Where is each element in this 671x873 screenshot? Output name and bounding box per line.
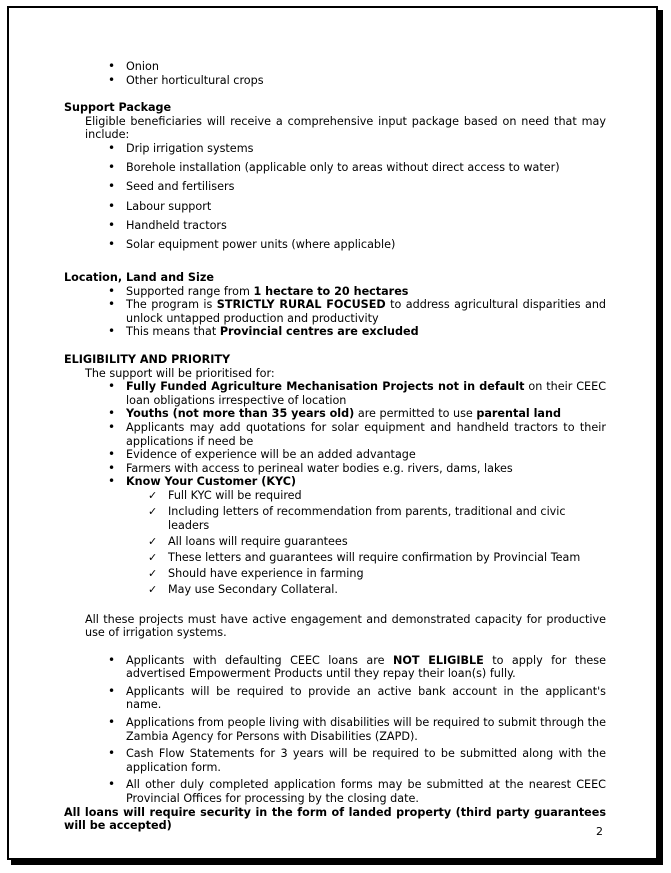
support-package-list bbox=[64, 142, 606, 252]
list-item: • Farmers with access to perineal water bodies e.g. rivers, dams, lakes bbox=[64, 462, 606, 476]
kyc-item: ✓ Should have experience in farming bbox=[64, 567, 606, 581]
list-item: • Solar equipment power units (where applicable) bbox=[64, 238, 606, 252]
list-item: • Know Your Customer (KYC) bbox=[64, 475, 606, 489]
list-item: • Seed and fertilisers bbox=[64, 180, 606, 194]
list-item: • All other duly completed application forms may be submitted at the nearest CEEC Provincial Offices for processing by the closing date. bbox=[64, 778, 606, 805]
list-item: • Youths (not more than 35 years old) are permitted to use parental land bbox=[64, 407, 606, 421]
eligibility-list bbox=[64, 380, 606, 489]
list-item: • Applicants will be required to provide an active bank account in the applicant's name. bbox=[64, 685, 606, 712]
list-item: • Applicants may add quotations for solar equipment and handheld tractors to their applications if need be bbox=[64, 421, 606, 448]
kyc-item: ✓ Including letters of recommendation from parents, traditional and civic leaders bbox=[64, 505, 606, 532]
support-package-heading: Support Package bbox=[64, 101, 172, 115]
final-note: All loans will require security in the form of landed property (third party guarantees will be accepted) bbox=[64, 805, 606, 833]
list-item: • Fully Funded Agriculture Mechanisation Projects not in default on their CEEC loan obligations irrespective of location bbox=[64, 380, 606, 407]
list-item: • Supported range from 1 hectare to 20 hectares bbox=[64, 285, 606, 299]
list-item: • Applications from people living with disabilities will be required to submit through the Zambia Agency for Persons with Disabilities (ZAPD). bbox=[64, 716, 606, 743]
location-heading: Location, Land and Size bbox=[64, 271, 214, 285]
conditions-list bbox=[64, 654, 606, 806]
location-list bbox=[64, 285, 606, 339]
list-item: • Labour support bbox=[64, 200, 606, 214]
eligibility-summary: All these projects must have active engagement and demonstrated capacity for productive use of irrigation systems. bbox=[85, 612, 606, 640]
list-item: • Evidence of experience will be an added advantage bbox=[64, 448, 606, 462]
page-shadow-bottom bbox=[11, 860, 663, 865]
list-item: • Other horticultural crops bbox=[64, 74, 606, 88]
list-item: • Handheld tractors bbox=[64, 219, 606, 233]
list-item: • This means that Provincial centres are excluded bbox=[64, 325, 606, 339]
list-item: • Drip irrigation systems bbox=[64, 142, 606, 156]
support-package-intro: Eligible beneficiaries will receive a comprehensive input package based on need that may include: bbox=[85, 114, 606, 142]
crops-list bbox=[64, 60, 606, 87]
eligibility-heading: ELIGIBILITY AND PRIORITY bbox=[64, 353, 231, 367]
eligibility-intro: The support will be prioritised for: bbox=[85, 366, 275, 380]
list-item: • Borehole installation (applicable only to areas without direct access to water) bbox=[64, 161, 606, 175]
kyc-item: ✓ All loans will require guarantees bbox=[64, 535, 606, 549]
list-item: • The program is STRICTLY RURAL FOCUSED to address agricultural disparities and unlock untapped production and productivity bbox=[64, 298, 606, 325]
kyc-item: ✓ These letters and guarantees will require confirmation by Provincial Team bbox=[64, 551, 606, 565]
page-number: 2 bbox=[596, 825, 603, 838]
kyc-item: ✓ Full KYC will be required bbox=[64, 489, 606, 503]
list-item: • Cash Flow Statements for 3 years will be required to be submitted along with the application form. bbox=[64, 747, 606, 774]
kyc-list bbox=[64, 489, 606, 596]
document-body bbox=[64, 60, 606, 833]
list-item: • Onion bbox=[64, 60, 606, 74]
list-item: • Applicants with defaulting CEEC loans are NOT ELIGIBLE to apply for these advertised Empowerment Products until they repay their loan(s) fully. bbox=[64, 654, 606, 681]
kyc-item: ✓ May use Secondary Collateral. bbox=[64, 583, 606, 597]
page-shadow-right bbox=[658, 10, 663, 864]
